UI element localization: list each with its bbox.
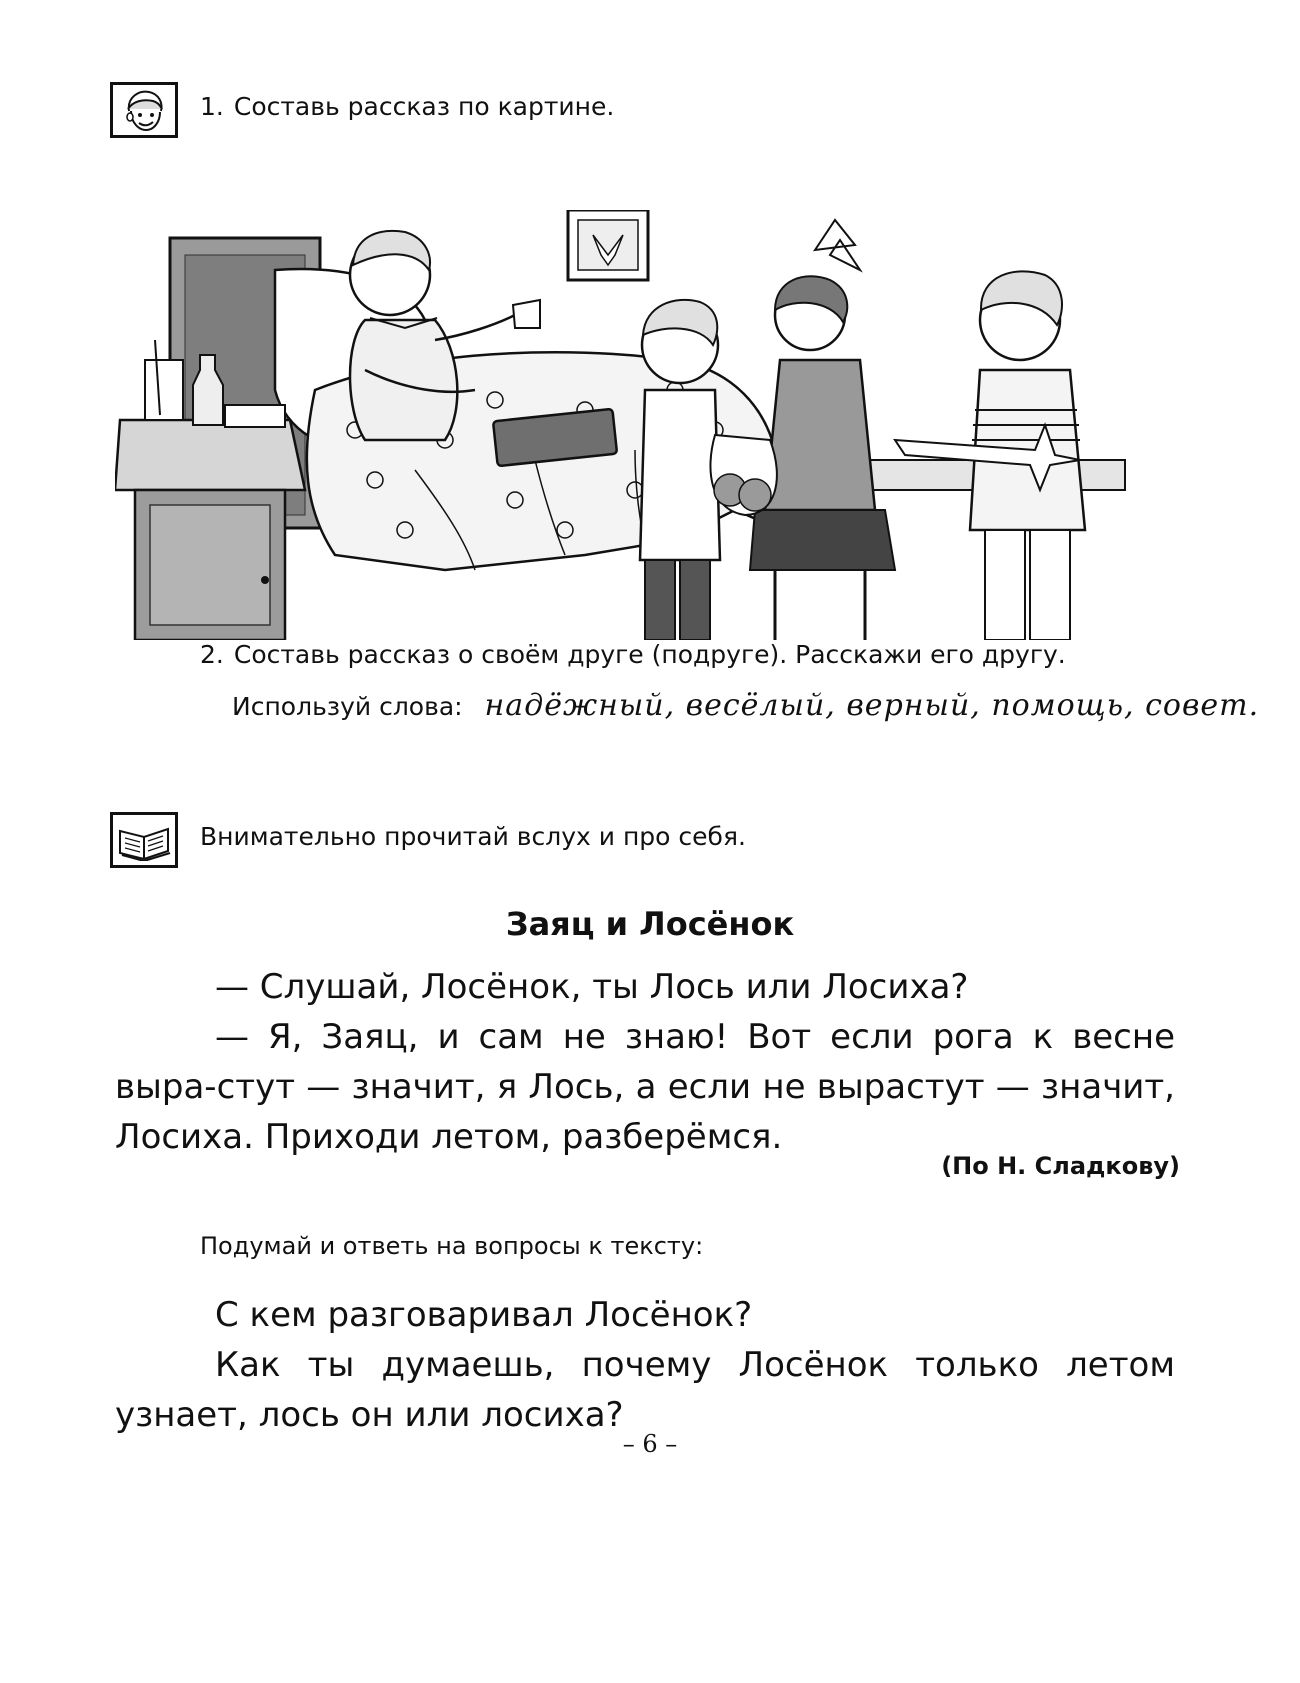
story-title: Заяц и Лосёнок [505,905,795,943]
story-paragraph-1: — Слушай, Лосёнок, ты Лось или Лосиха? [215,967,969,1007]
sick-boy-visitors-illustration [115,210,1190,640]
task-2-words-line [232,688,1259,724]
page-number: – 6 – [622,1430,678,1458]
story-paragraph-2: — Я, Заяц, и сам не знаю! Вот если рога к весне выра-стут — значит, я Лось, а если не вырастут — значит, Лосиха. Приходи летом, разберёмся. [115,1017,1175,1157]
handwritten-words: надёжный, весёлый, верный, помощь, совет. [484,688,1260,723]
task-2-text: Составь рассказ о своём друге (подруге). Расскажи его другу. [233,640,1066,669]
task-1-text: Составь рассказ по картине. [233,92,615,121]
task-2 [200,640,1066,670]
task-1-number: 1. [200,92,224,121]
task-1 [200,92,614,122]
boy-face-icon [110,82,178,138]
questions-list [115,1290,1175,1440]
task-2-number: 2. [200,640,224,669]
question-2: Как ты думаешь, почему Лосёнок только летом узнает, лось он или лосиха? [115,1345,1175,1435]
reading-instruction: Внимательно прочитай вслух и про себя. [200,822,746,851]
story-author: (По Н. Сладкову) [941,1152,1180,1180]
open-book-icon [110,812,178,868]
words-label: Используй слова: [232,692,463,721]
questions-intro: Подумай и ответь на вопросы к тексту: [200,1232,704,1260]
story-text [115,962,1175,1162]
question-1: С кем разговаривал Лосёнок? [215,1295,753,1335]
